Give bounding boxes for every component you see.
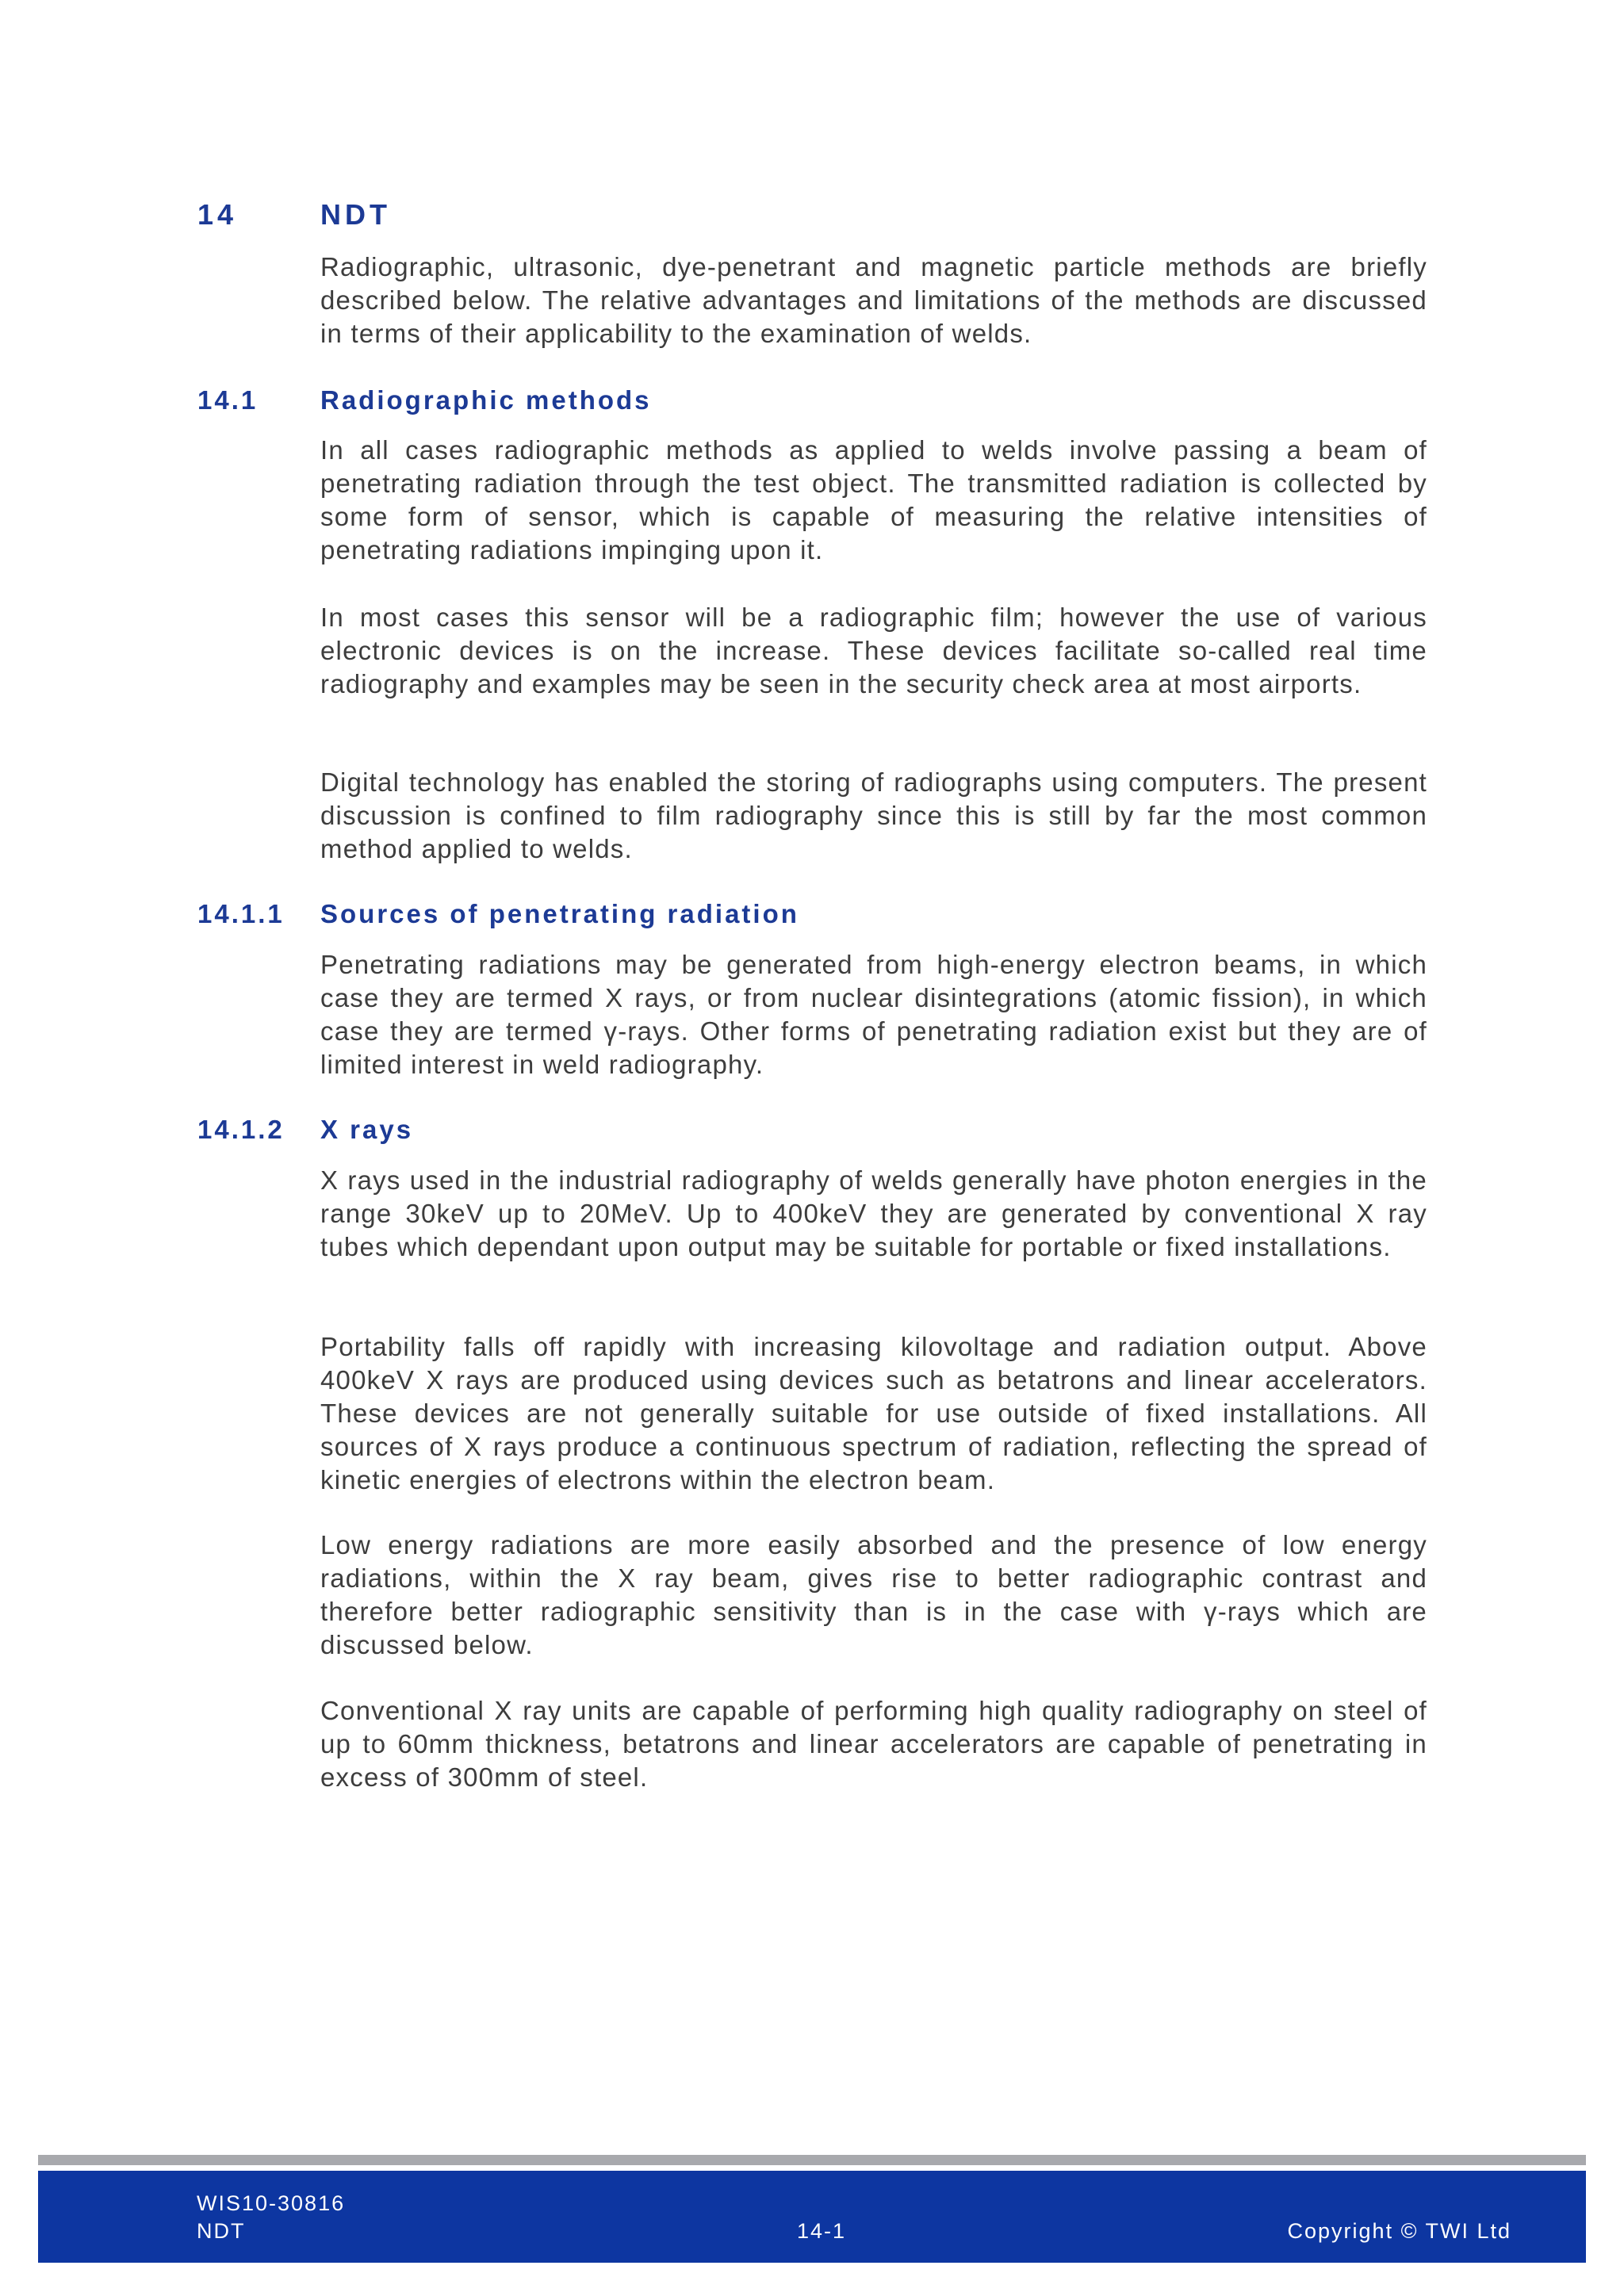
section-intro-paragraph: Radiographic, ultrasonic, dye-penetrant and magnetic particle methods are briefly described below. The relative advantages and limitations of the methods are discussed in terms of their applicability to the examination of welds. [320, 252, 1427, 348]
paragraph-14-1-a: In all cases radiographic methods as applied to welds involve passing a beam of penetrating radiation through the test object. The transmitted radiation is collected by some form of sensor, which is capable of measuring the relative intensities of penetrating radiations impinging upon it. [320, 435, 1427, 564]
footer-doc-code: WIS10-30816 [197, 2191, 346, 2215]
subsection-number: 14.1.1 [197, 899, 285, 928]
paragraph-14-1-2-a: X rays used in the industrial radiography of welds generally have photon energies in the range 30keV up to 20MeV. Up to 400keV they are generated by conventional X ray tubes which dependant upon output may be suitable for portable or fixed installations. [320, 1165, 1427, 1261]
footer-page-number: 14-1 [797, 2219, 847, 2243]
paragraph-14-1-2-c: Low energy radiations are more easily absorbed and the presence of low energy radiations, within the X ray beam, gives rise to better radiographic contrast and therefore better radiographic sensitivity than is in the case with γ-rays which are discussed below. [320, 1530, 1427, 1659]
subsection-title: X rays [320, 1115, 414, 1144]
paragraph-14-1-c: Digital technology has enabled the storing of radiographs using computers. The present discussion is confined to film radiography since this is still by far the most common method applied to welds. [320, 767, 1427, 863]
subsection-number: 14.1 [197, 385, 259, 415]
page-footer [38, 2171, 1586, 2263]
paragraph-14-1-1-a: Penetrating radiations may be generated from high-energy electron beams, in which case they are termed X rays, or from nuclear disintegrations (atomic fission), in which case they are termed γ-rays. Other forms of penetrating radiation exist but they are of limited interest in weld radiography. [320, 950, 1427, 1079]
footer-doc-section: NDT [197, 2219, 246, 2243]
paragraph-14-1-2-d: Conventional X ray units are capable of performing high quality radiography on steel of up to 60mm thickness, betatrons and linear accelerators are capable of penetrating in excess of 300mm of steel. [320, 1696, 1427, 1792]
subsection-number: 14.1.2 [197, 1115, 285, 1144]
section-number: 14 [197, 198, 238, 231]
paragraph-14-1-b: In most cases this sensor will be a radiographic film; however the use of various electronic devices is on the increase. These devices facilitate so-called real time radiography and examples may be seen in the security check area at most airports. [320, 603, 1427, 698]
footer-divider [38, 2155, 1586, 2165]
section-title: NDT [320, 198, 391, 231]
footer-copyright: Copyright © TWI Ltd [1287, 2219, 1511, 2243]
paragraph-14-1-2-b: Portability falls off rapidly with increasing kilovoltage and radiation output. Above 400keV X rays are produced using devices such as betatrons and linear accelerators. These devices are not generally suitable for use outside of fixed installations. All sources of X rays produce a continuous spectrum of radiation, reflecting the spread of kinetic energies of electrons within the electron beam. [320, 1332, 1427, 1494]
subsection-title: Sources of penetrating radiation [320, 899, 799, 928]
subsection-title: Radiographic methods [320, 385, 652, 415]
